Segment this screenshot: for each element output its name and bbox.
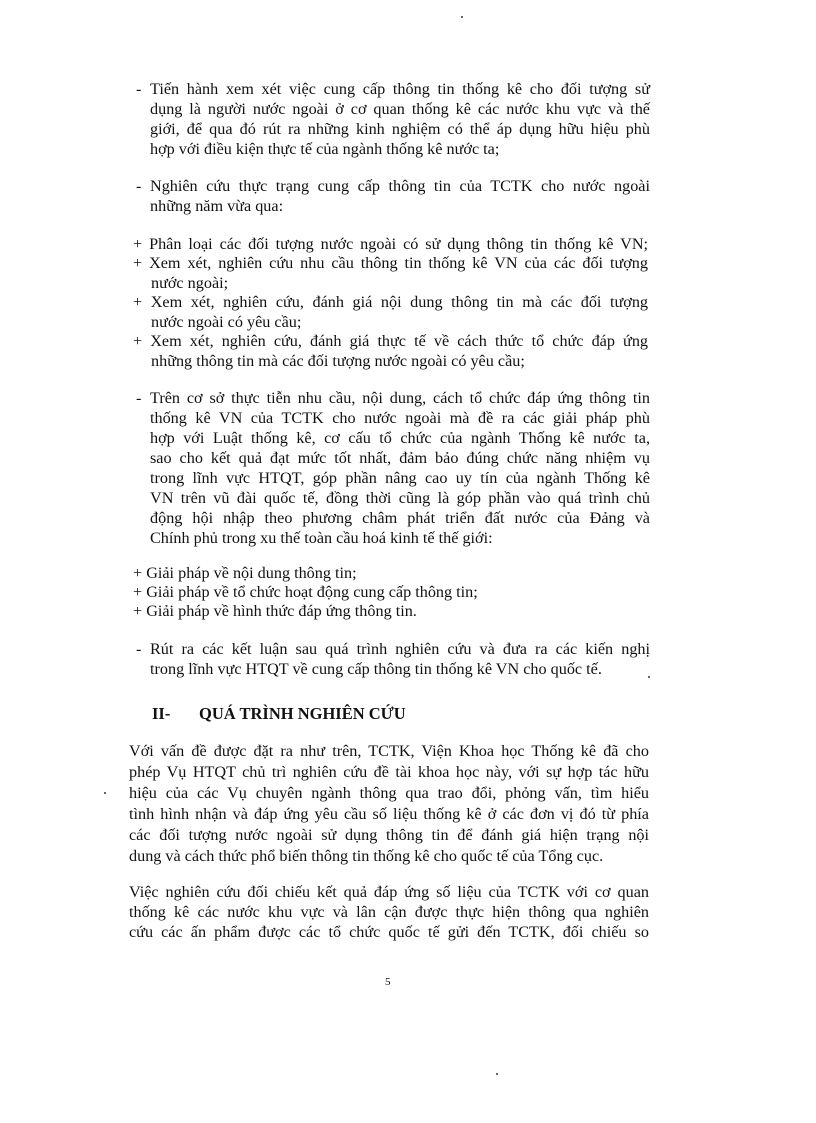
paragraph-1-line-5: các đối tượng nước ngoài sử dụng thông tin để đánh giá hiện trạng nội: [129, 826, 649, 844]
plus-item-2-text: Xem xét, nghiên cứu nhu cầu thông tin thống kê VN của các đối tượng: [149, 254, 648, 272]
paragraph-1-line-2: phép Vụ HTQT chủ trì nghiên cứu đề tài khoa học này, với sự hợp tác hữu: [129, 763, 649, 781]
plus-item-3-cont: nước ngoài có yêu cầu;: [151, 313, 302, 331]
paragraph-1-line-4: tình hình nhận và đáp ứng yêu cầu số liệu thống kê ở các đơn vị đó từ phía: [129, 805, 649, 823]
plus-item-1: [133, 235, 648, 255]
bullet-3-line-5: trong lĩnh vực HTQT, góp phần nâng cao uy tín của ngành Thống kê: [150, 469, 650, 487]
bullet-3-line-4: sao cho kết quả đạt mức tốt nhất, đảm bảo đúng chức năng nhiệm vụ: [150, 449, 650, 467]
plus2-item-2: [133, 583, 478, 603]
bullet-1-line-2: dụng là người nước ngoài ở cơ quan thống kê các nước khu vực và thế: [150, 100, 650, 118]
bullet-1-line-1: Tiến hành xem xét việc cung cấp thông tin thống kê cho đối tượng sử: [150, 80, 650, 98]
plus2-item-1-text: Giải pháp về nội dung thông tin;: [146, 564, 357, 582]
bullet-plus: +: [133, 583, 143, 601]
bullet-3-line-1: Trên cơ sở thực tiễn nhu cầu, nội dung, cách tổ chức đáp ứng thông tin: [150, 389, 650, 407]
bullet-3-line-3: hợp với Luật thống kê, cơ cấu tổ chức của ngành Thống kê nước ta,: [150, 429, 650, 447]
scan-speck: [104, 792, 106, 794]
bullet-3-line-2: thống kê VN của TCTK cho nước ngoài mà đề ra các giải pháp phù: [150, 409, 650, 427]
bullet-3-line-6: VN trên vũ đài quốc tế, đồng thời cũng là góp phần vào quá trình chủ: [150, 489, 650, 507]
plus2-item-2-text: Giải pháp về tổ chức hoạt động cung cấp thông tin;: [146, 583, 478, 601]
bullet-dash: -: [136, 389, 142, 407]
bullet-4-line-1: Rút ra các kết luận sau quá trình nghiên cứu và đưa ra các kiến nghị: [150, 640, 650, 658]
bullet-dash: -: [136, 177, 142, 195]
bullet-plus: +: [133, 332, 143, 350]
bullet-2-line-1: Nghiên cứu thực trạng cung cấp thông tin của TCTK cho nước ngoài: [150, 177, 650, 195]
bullet-plus: +: [133, 293, 143, 311]
plus-item-3-text: Xem xét, nghiên cứu, đánh giá nội dung thông tin mà các đối tượng: [150, 293, 649, 311]
bullet-3-line-8: Chính phủ trong xu thế toàn cầu hoá kinh tế thế giới:: [150, 529, 493, 547]
plus-item-1-text: Phân loại các đối tượng nước ngoài có sử dụng thông tin thống kê VN;: [149, 235, 649, 253]
page-number: 5: [385, 976, 391, 988]
plus-item-2: [133, 254, 648, 274]
bullet-plus: +: [133, 602, 143, 620]
bullet-plus: +: [133, 254, 143, 272]
paragraph-1-line-6: dung và cách thức phổ biến thông tin thống kê cho quốc tế của Tổng cục.: [129, 847, 604, 865]
bullet-plus: +: [133, 235, 143, 253]
section-heading: [152, 704, 406, 724]
bullet-dash: -: [136, 640, 142, 658]
paragraph-2-line-2: thống kê các nước khu vực và lân cận được thực hiện thông qua nghiên: [129, 903, 649, 921]
bullet-3-line-7: động hội nhập theo phương châm phát triển đất nước của Đảng và: [150, 509, 650, 527]
scan-speck: [496, 1073, 498, 1075]
bullet-1-line-4: hợp với điều kiện thực tế của ngành thống kê nước ta;: [150, 140, 500, 158]
section-title: QUÁ TRÌNH NGHIÊN CỨU: [199, 704, 406, 723]
plus-item-4-cont: những thông tin mà các đối tượng nước ngoài có yêu cầu;: [151, 352, 525, 370]
paragraph-2-line-3: cứu các ấn phẩm được các tổ chức quốc tế gửi đến TCTK, đối chiếu so: [129, 923, 649, 941]
paragraph-2-line-1: Việc nghiên cứu đối chiếu kết quả đáp ứng số liệu của TCTK với cơ quan: [129, 883, 649, 901]
plus2-item-3: [133, 602, 417, 622]
plus2-item-3-text: Giải pháp về hình thức đáp ứng thông tin.: [146, 602, 417, 620]
bullet-dash: -: [136, 80, 142, 98]
section-number: II-: [152, 704, 171, 723]
bullet-1-line-3: giới, để qua đó rút ra những kinh nghiệm có thể áp dụng hữu hiệu phù: [150, 120, 650, 138]
plus-item-2-cont: nước ngoài;: [151, 274, 229, 292]
bullet-4-line-2: trong lĩnh vực HTQT về cung cấp thông tin thống kê VN cho quốc tế.: [150, 660, 602, 678]
scan-speck: [648, 676, 650, 678]
paragraph-1-line-1: Với vấn đề được đặt ra như trên, TCTK, Viện Khoa học Thống kê đã cho: [129, 742, 649, 760]
plus-item-3: [133, 293, 648, 313]
plus2-item-1: [133, 564, 357, 584]
bullet-2-line-2: những năm vừa qua:: [150, 197, 284, 215]
scan-speck: [461, 16, 463, 18]
paragraph-1-line-3: hiệu của các Vụ chuyên ngành thông qua trao đổi, phỏng vấn, tìm hiểu: [129, 784, 649, 802]
plus-item-4: [133, 332, 648, 352]
bullet-plus: +: [133, 564, 143, 582]
plus-item-4-text: Xem xét, nghiên cứu, đánh giá thực tế về cách thức tổ chức đáp ứng: [150, 332, 649, 350]
